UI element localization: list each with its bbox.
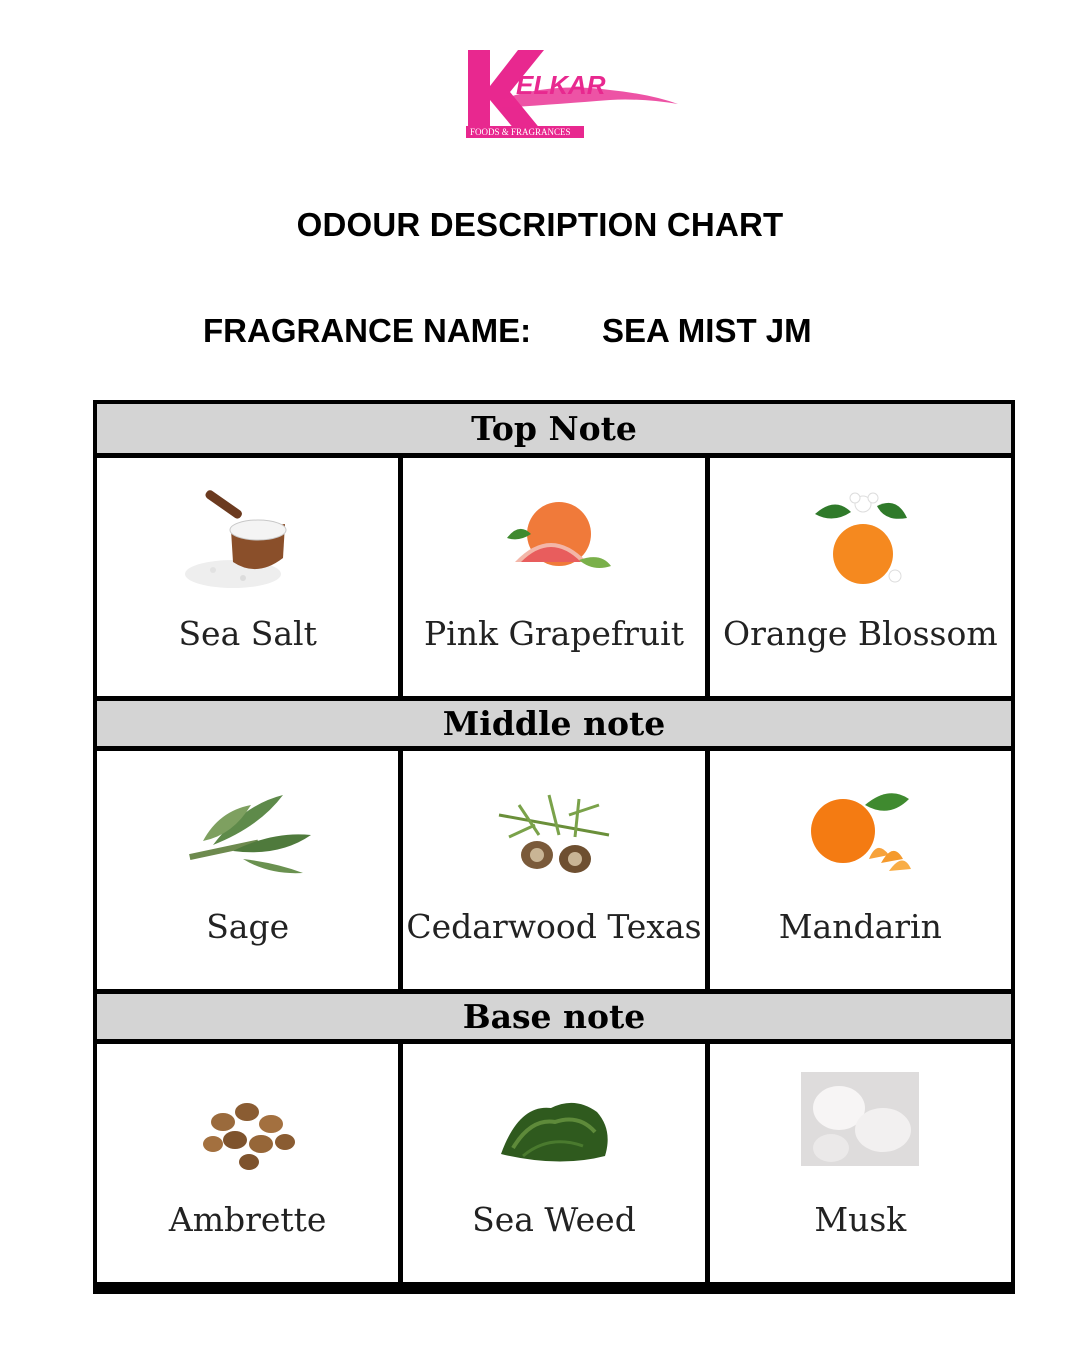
kelkar-logo xyxy=(460,42,690,142)
note-cell xyxy=(97,751,398,989)
orange-blossom-image xyxy=(785,482,935,602)
note-name: Ambrette xyxy=(168,1200,327,1239)
svg-text:FOODS & FRAGRANCES: FOODS & FRAGRANCES xyxy=(470,127,571,137)
fragrance-name-label: FRAGRANCE NAME: xyxy=(203,312,532,349)
note-cell xyxy=(403,1044,704,1282)
note-name: Mandarin xyxy=(778,907,942,946)
ambrette-seeds-image xyxy=(173,1068,323,1188)
top-note-header: Top Note xyxy=(97,404,1011,453)
note-name: Musk xyxy=(814,1200,907,1239)
note-name: Pink Grapefruit xyxy=(423,614,684,653)
note-name: Cedarwood Texas xyxy=(406,907,702,946)
musk-image xyxy=(785,1068,935,1188)
note-name: Orange Blossom xyxy=(723,614,998,653)
note-name: Sage xyxy=(206,907,290,946)
sea-weed-image xyxy=(479,1068,629,1188)
middle-note-header: Middle note xyxy=(97,701,1011,746)
sea-salt-image xyxy=(173,482,323,602)
cedarwood-image xyxy=(479,775,629,895)
note-cell xyxy=(403,751,704,989)
note-cell xyxy=(710,1044,1011,1282)
chart-title: ODOUR DESCRIPTION CHART xyxy=(296,206,784,243)
note-cell xyxy=(710,751,1011,989)
base-note-header: Base note xyxy=(97,994,1011,1039)
note-name: Sea Weed xyxy=(472,1200,636,1239)
pink-grapefruit-image xyxy=(479,482,629,602)
note-cell xyxy=(710,458,1011,696)
odour-chart-table xyxy=(93,400,1015,1294)
note-cell xyxy=(97,458,398,696)
fragrance-name-value: SEA MIST JM xyxy=(602,312,812,349)
note-cell xyxy=(403,458,704,696)
mandarin-image xyxy=(785,775,935,895)
note-cell xyxy=(97,1044,398,1282)
svg-text:ELKAR: ELKAR xyxy=(516,70,606,100)
sage-image xyxy=(173,775,323,895)
note-name: Sea Salt xyxy=(178,614,317,653)
